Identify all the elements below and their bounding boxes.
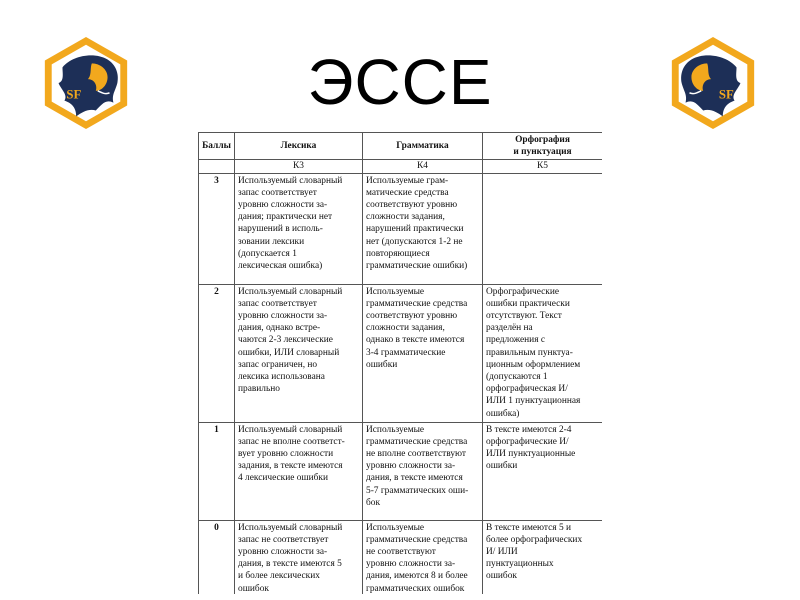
row-k4: Используемые грамматические средства не соответствуют уровню сложности за- дания, имеются 8 и более грамматических ошибок <box>363 520 483 594</box>
header-score: Баллы <box>199 133 235 160</box>
table-row <box>199 422 603 520</box>
row-k5: Орфографические ошибки практически отсутствуют. Текст разделён на предложения с правильным пунктуа- ционным оформлением (допускаются 1 орфографическая И/ ИЛИ 1 пунктуационная ошибка) <box>483 284 603 422</box>
code-score <box>199 160 235 173</box>
row-k3: Используемый словарный запас не соответствует уровню сложности за- дания, в тексте имеются 5 и более лексических ошибок <box>235 520 363 594</box>
logo-text-right: SF <box>718 87 734 102</box>
row-k4: Используемые грам- матические средства соответствуют уровню сложности задания, нарушений практически нет (допускаются 1-2 не повторяющиеся грамматические ошибки) <box>363 173 483 284</box>
lion-head-hexagon-icon <box>664 34 762 132</box>
row-score: 0 <box>199 520 235 594</box>
row-score: 1 <box>199 422 235 520</box>
row-k5: В тексте имеются 5 и более орфографических И/ ИЛИ пунктуационных ошибок <box>483 520 603 594</box>
table-header-row <box>199 133 603 160</box>
row-score: 3 <box>199 173 235 284</box>
row-k5: В тексте имеются 2-4 орфографические И/ ИЛИ пунктуационные ошибки <box>483 422 603 520</box>
code-k4: К4 <box>363 160 483 173</box>
row-k3: Используемый словарный запас не вполне соответст- вует уровню сложности задания, в тексте имеются 4 лексические ошибки <box>235 422 363 520</box>
table-row <box>199 173 603 284</box>
row-k4: Используемые грамматические средства соответствуют уровню сложности задания, однако в тексте имеются 3-4 грамматические ошибки <box>363 284 483 422</box>
row-k3: Используемый словарный запас соответствует уровню сложности за- дания, однако встре- чаются 2-3 лексические ошибки, ИЛИ словарный запас ограничен, но лексика использована правильно <box>235 284 363 422</box>
criteria-code-row <box>199 160 603 173</box>
table-row <box>199 284 603 422</box>
header-k4: Грамматика <box>363 133 483 160</box>
row-k4: Используемые грамматические средства не вполне соответствуют уровню сложности за- дания, в тексте имеются 5-7 грамматических оши- бок <box>363 422 483 520</box>
code-k3: К3 <box>235 160 363 173</box>
table-row <box>199 520 603 594</box>
row-k5 <box>483 173 603 284</box>
row-score: 2 <box>199 284 235 422</box>
header-k5: Орфография и пунктуация <box>483 133 603 160</box>
header-k3: Лексика <box>235 133 363 160</box>
row-k3: Используемый словарный запас соответствует уровню сложности за- дания; практически нет нарушений в исполь- зовании лексики (допускается 1 лексическая ошибка) <box>235 173 363 284</box>
slide-title: ЭССЕ <box>307 46 493 118</box>
code-k5: К5 <box>483 160 603 173</box>
assessment-criteria-table <box>198 132 602 594</box>
sf-lion-logo-right <box>664 34 762 132</box>
logo-text-left: SF <box>66 87 82 102</box>
